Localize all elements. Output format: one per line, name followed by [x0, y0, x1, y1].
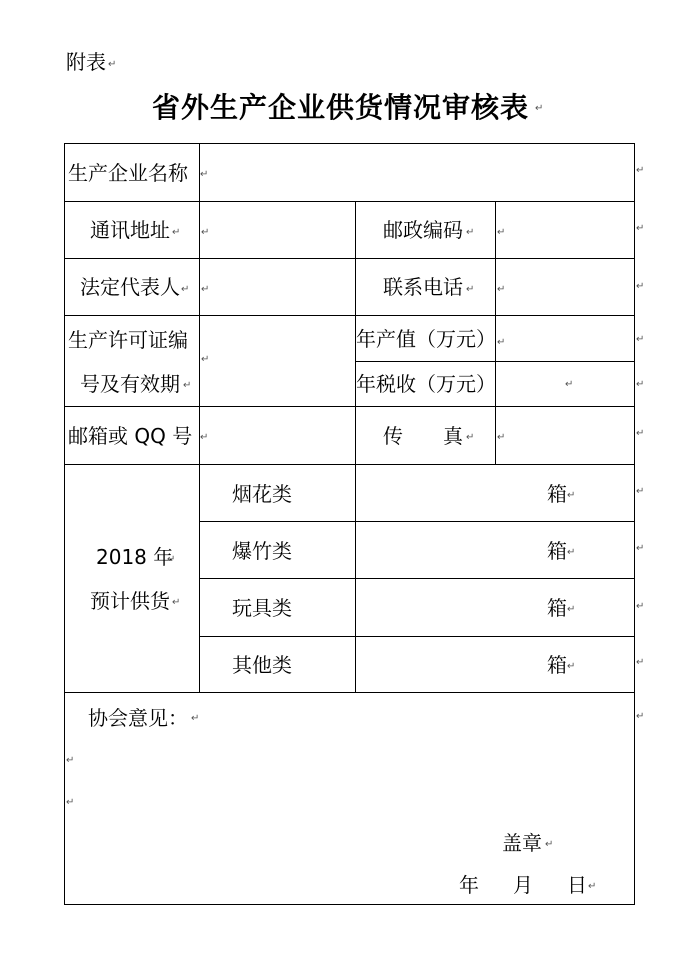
paragraph-mark-icon	[588, 882, 596, 892]
annual-output-label: 年产值（万元）	[356, 327, 496, 351]
paragraph-mark-icon	[636, 380, 644, 390]
date-day-label: 日	[567, 873, 587, 897]
paragraph-mark-icon	[567, 605, 575, 615]
paragraph-mark-icon	[636, 544, 644, 554]
company-name-field[interactable]	[201, 145, 633, 200]
address-label: 通讯地址	[90, 218, 170, 242]
legal-rep-label: 法定代表人	[80, 275, 180, 299]
fireworks-quantity-field[interactable]	[357, 466, 633, 520]
paragraph-mark-icon	[636, 487, 644, 497]
company-name-label: 生产企业名称	[68, 161, 188, 185]
unit-label: 箱	[547, 596, 567, 620]
paragraph-mark-icon	[167, 555, 175, 565]
date-year-label: 年	[459, 873, 479, 897]
opinion-label: 协会意见：	[88, 706, 188, 730]
license-label-line2: 号及有效期	[80, 372, 180, 396]
email-qq-label: 邮箱或 QQ 号	[68, 424, 193, 448]
annual-tax-label: 年税收（万元）	[356, 372, 496, 396]
paragraph-mark-icon	[181, 285, 189, 295]
stamp-label: 盖章	[502, 831, 542, 855]
others-quantity-field[interactable]	[357, 638, 633, 691]
email-qq-field[interactable]	[201, 408, 353, 463]
paragraph-mark-icon	[466, 285, 474, 295]
paragraph-mark-icon	[108, 60, 116, 70]
date-month-label: 月	[513, 873, 533, 897]
category-others: 其他类	[232, 653, 292, 677]
address-field[interactable]	[201, 203, 353, 257]
paragraph-mark-icon	[535, 104, 543, 114]
paragraph-mark-icon	[466, 433, 474, 443]
phone-label: 联系电话	[383, 275, 463, 299]
paragraph-mark-icon	[636, 429, 644, 439]
paragraph-mark-icon	[636, 712, 644, 722]
category-firecrackers: 爆竹类	[232, 539, 292, 563]
paragraph-mark-icon	[66, 756, 74, 766]
license-field[interactable]	[201, 317, 353, 405]
paragraph-mark-icon	[636, 166, 644, 176]
supply-label-line1: 2018 年	[96, 545, 174, 569]
unit-label: 箱	[547, 482, 567, 506]
paragraph-mark-icon	[191, 714, 199, 724]
paragraph-mark-icon	[567, 491, 575, 501]
supply-label-line2: 预计供货	[90, 589, 170, 613]
paragraph-mark-icon	[183, 381, 191, 391]
annual-output-field[interactable]	[497, 317, 633, 360]
unit-label: 箱	[547, 539, 567, 563]
annual-tax-field[interactable]	[497, 363, 633, 405]
fax-label: 传 真	[383, 424, 463, 448]
page-title: 省外生产企业供货情况审核表	[152, 91, 530, 124]
firecrackers-quantity-field[interactable]	[357, 523, 633, 577]
paragraph-mark-icon	[567, 662, 575, 672]
opinion-field[interactable]	[66, 736, 632, 826]
attachment-label: 附表	[66, 50, 106, 74]
paragraph-mark-icon	[636, 282, 644, 292]
paragraph-mark-icon	[636, 602, 644, 612]
paragraph-mark-icon	[545, 840, 553, 850]
paragraph-mark-icon	[636, 335, 644, 345]
paragraph-mark-icon	[172, 228, 180, 238]
unit-label: 箱	[547, 653, 567, 677]
paragraph-mark-icon	[466, 228, 474, 238]
paragraph-mark-icon	[66, 798, 74, 808]
category-fireworks: 烟花类	[232, 482, 292, 506]
paragraph-mark-icon	[172, 598, 180, 608]
postcode-field[interactable]	[497, 203, 633, 257]
fax-field[interactable]	[497, 408, 633, 463]
toys-quantity-field[interactable]	[357, 580, 633, 635]
legal-rep-field[interactable]	[201, 260, 353, 314]
paragraph-mark-icon	[636, 658, 644, 668]
postcode-label: 邮政编码	[383, 218, 463, 242]
phone-field[interactable]	[497, 260, 633, 314]
paragraph-mark-icon	[567, 548, 575, 558]
category-toys: 玩具类	[232, 596, 292, 620]
license-label-line1: 生产许可证编	[68, 328, 188, 352]
paragraph-mark-icon	[636, 224, 644, 234]
